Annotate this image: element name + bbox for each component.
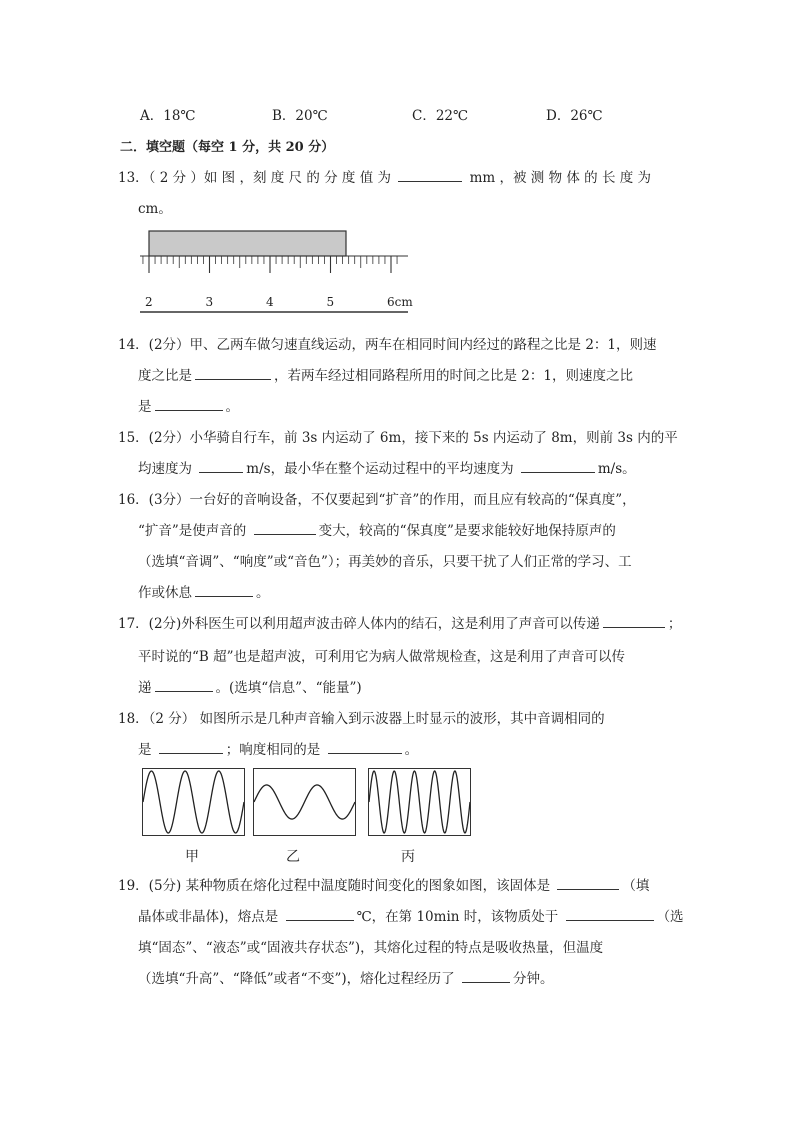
option-a: A．18℃	[140, 108, 196, 124]
measured-object	[149, 231, 346, 256]
q14-line2: 度之比是 ，若两车经过相同路程所用的时间之比是 2：1，则速度之比	[138, 364, 633, 384]
ruler-figure	[136, 228, 416, 316]
ruler-label: 4	[266, 295, 274, 309]
wave-label-bing: 丙	[401, 849, 415, 865]
q19-blank-4[interactable]	[462, 968, 510, 983]
q19-blank-1[interactable]	[557, 875, 619, 890]
q13-line2: cm。	[138, 201, 172, 217]
q17-line2: 平时说的“B 超”也是超声波，可利用它为病人做常规检查，这是利用了声音可以传	[138, 649, 626, 665]
wave-label-yi: 乙	[286, 849, 300, 865]
q18-line1: 18．（2 分） 如图所示是几种声音输入到示波器上时显示的波形，其中音调相同的	[118, 711, 605, 727]
waveform-jia	[143, 769, 244, 835]
q14-blank-1[interactable]	[195, 365, 271, 380]
q19-line4: （选填“升高”、“降低”或者“不变”)，熔化过程经历了 分钟。	[138, 967, 553, 987]
q16-blank-1[interactable]	[254, 520, 316, 535]
wave-box-yi	[253, 768, 356, 836]
q17-line3: 递 。(选填“信息”、“能量”)	[138, 676, 362, 696]
q19-line1: 19．(5分) 某种物质在熔化过程中温度随时间变化的图象如图，该固体是 （填	[118, 874, 649, 894]
q16-blank-2[interactable]	[195, 582, 253, 597]
q18-blank-1[interactable]	[159, 739, 223, 754]
wave-box-bing	[368, 768, 471, 836]
q17-blank-1[interactable]	[603, 613, 665, 628]
q19-line3: 填“固态”、“液态”或“固液共存状态”)，其熔化过程的特点是吸收热量，但温度	[138, 940, 604, 956]
q13-line1: 13．（ 2 分 ）如 图 ，刻 度 尺 的 分 度 值 为 mm ，被 测 物 体 的 长 度 为	[118, 166, 651, 186]
q14-line3: 是 。	[138, 395, 239, 415]
section-heading: 二．填空题（每空 1 分，共 20 分）	[120, 140, 335, 155]
ruler-label: 3	[205, 295, 214, 309]
ruler-ticks	[143, 256, 397, 273]
option-c: C．22℃	[412, 108, 469, 124]
q19-line2: 晶体或非晶体)，熔点是 ℃，在第 10min 时，该物质处于 （选	[138, 905, 684, 925]
q16-line3: （选填“音调”、“响度”或“音色”）；再美妙的音乐，只要干扰了人们正常的学习、工	[138, 554, 632, 570]
q15-blank-2[interactable]	[521, 458, 595, 473]
q17-line1: 17．(2分)外科医生可以利用超声波击碎人体内的结石，这是利用了声音可以传递 ；	[118, 612, 681, 632]
wave-label-jia: 甲	[185, 849, 199, 865]
q17-blank-2[interactable]	[155, 677, 213, 692]
q19-blank-3[interactable]	[566, 906, 654, 921]
q16-line4: 作或休息 。	[138, 581, 270, 601]
q15-line2: 均速度为 m/s，最小华在整个运动过程中的平均速度为 m/s。	[138, 457, 636, 477]
q18-blank-2[interactable]	[328, 739, 402, 754]
q14-line1: 14．(2分）甲、乙两车做匀速直线运动，两车在相同时间内经过的路程之比是 2：1，则速	[118, 337, 657, 353]
q15-blank-1[interactable]	[199, 458, 243, 473]
wave-box-jia	[142, 768, 245, 836]
ruler-labels	[145, 295, 413, 309]
option-b: B．20℃	[272, 108, 328, 124]
q16-line2: “扩音”是使声音的 变大，较高的“保真度”是要求能较好地保持原声的	[138, 519, 616, 539]
ruler-label: 6cm	[387, 295, 413, 309]
q14-blank-2[interactable]	[155, 396, 223, 411]
ruler-label: 2	[145, 295, 153, 309]
q15-line1: 15．(2分）小华骑自行车，前 3s 内运动了 6m，接下来的 5s 内运动了 8m，则前 3s 内的平	[118, 430, 678, 446]
q18-line2: 是 ；响度相同的是 。	[138, 738, 418, 758]
waveform-bing	[369, 769, 470, 835]
option-d: D．26℃	[546, 108, 603, 124]
q19-blank-2[interactable]	[286, 906, 354, 921]
waveform-yi	[254, 769, 355, 835]
q13-blank-1[interactable]	[398, 167, 462, 182]
ruler-label: 5	[326, 295, 335, 309]
q16-line1: 16．(3分）一台好的音响设备，不仅要起到“扩音”的作用，而且应有较高的“保真度”，	[118, 492, 636, 508]
